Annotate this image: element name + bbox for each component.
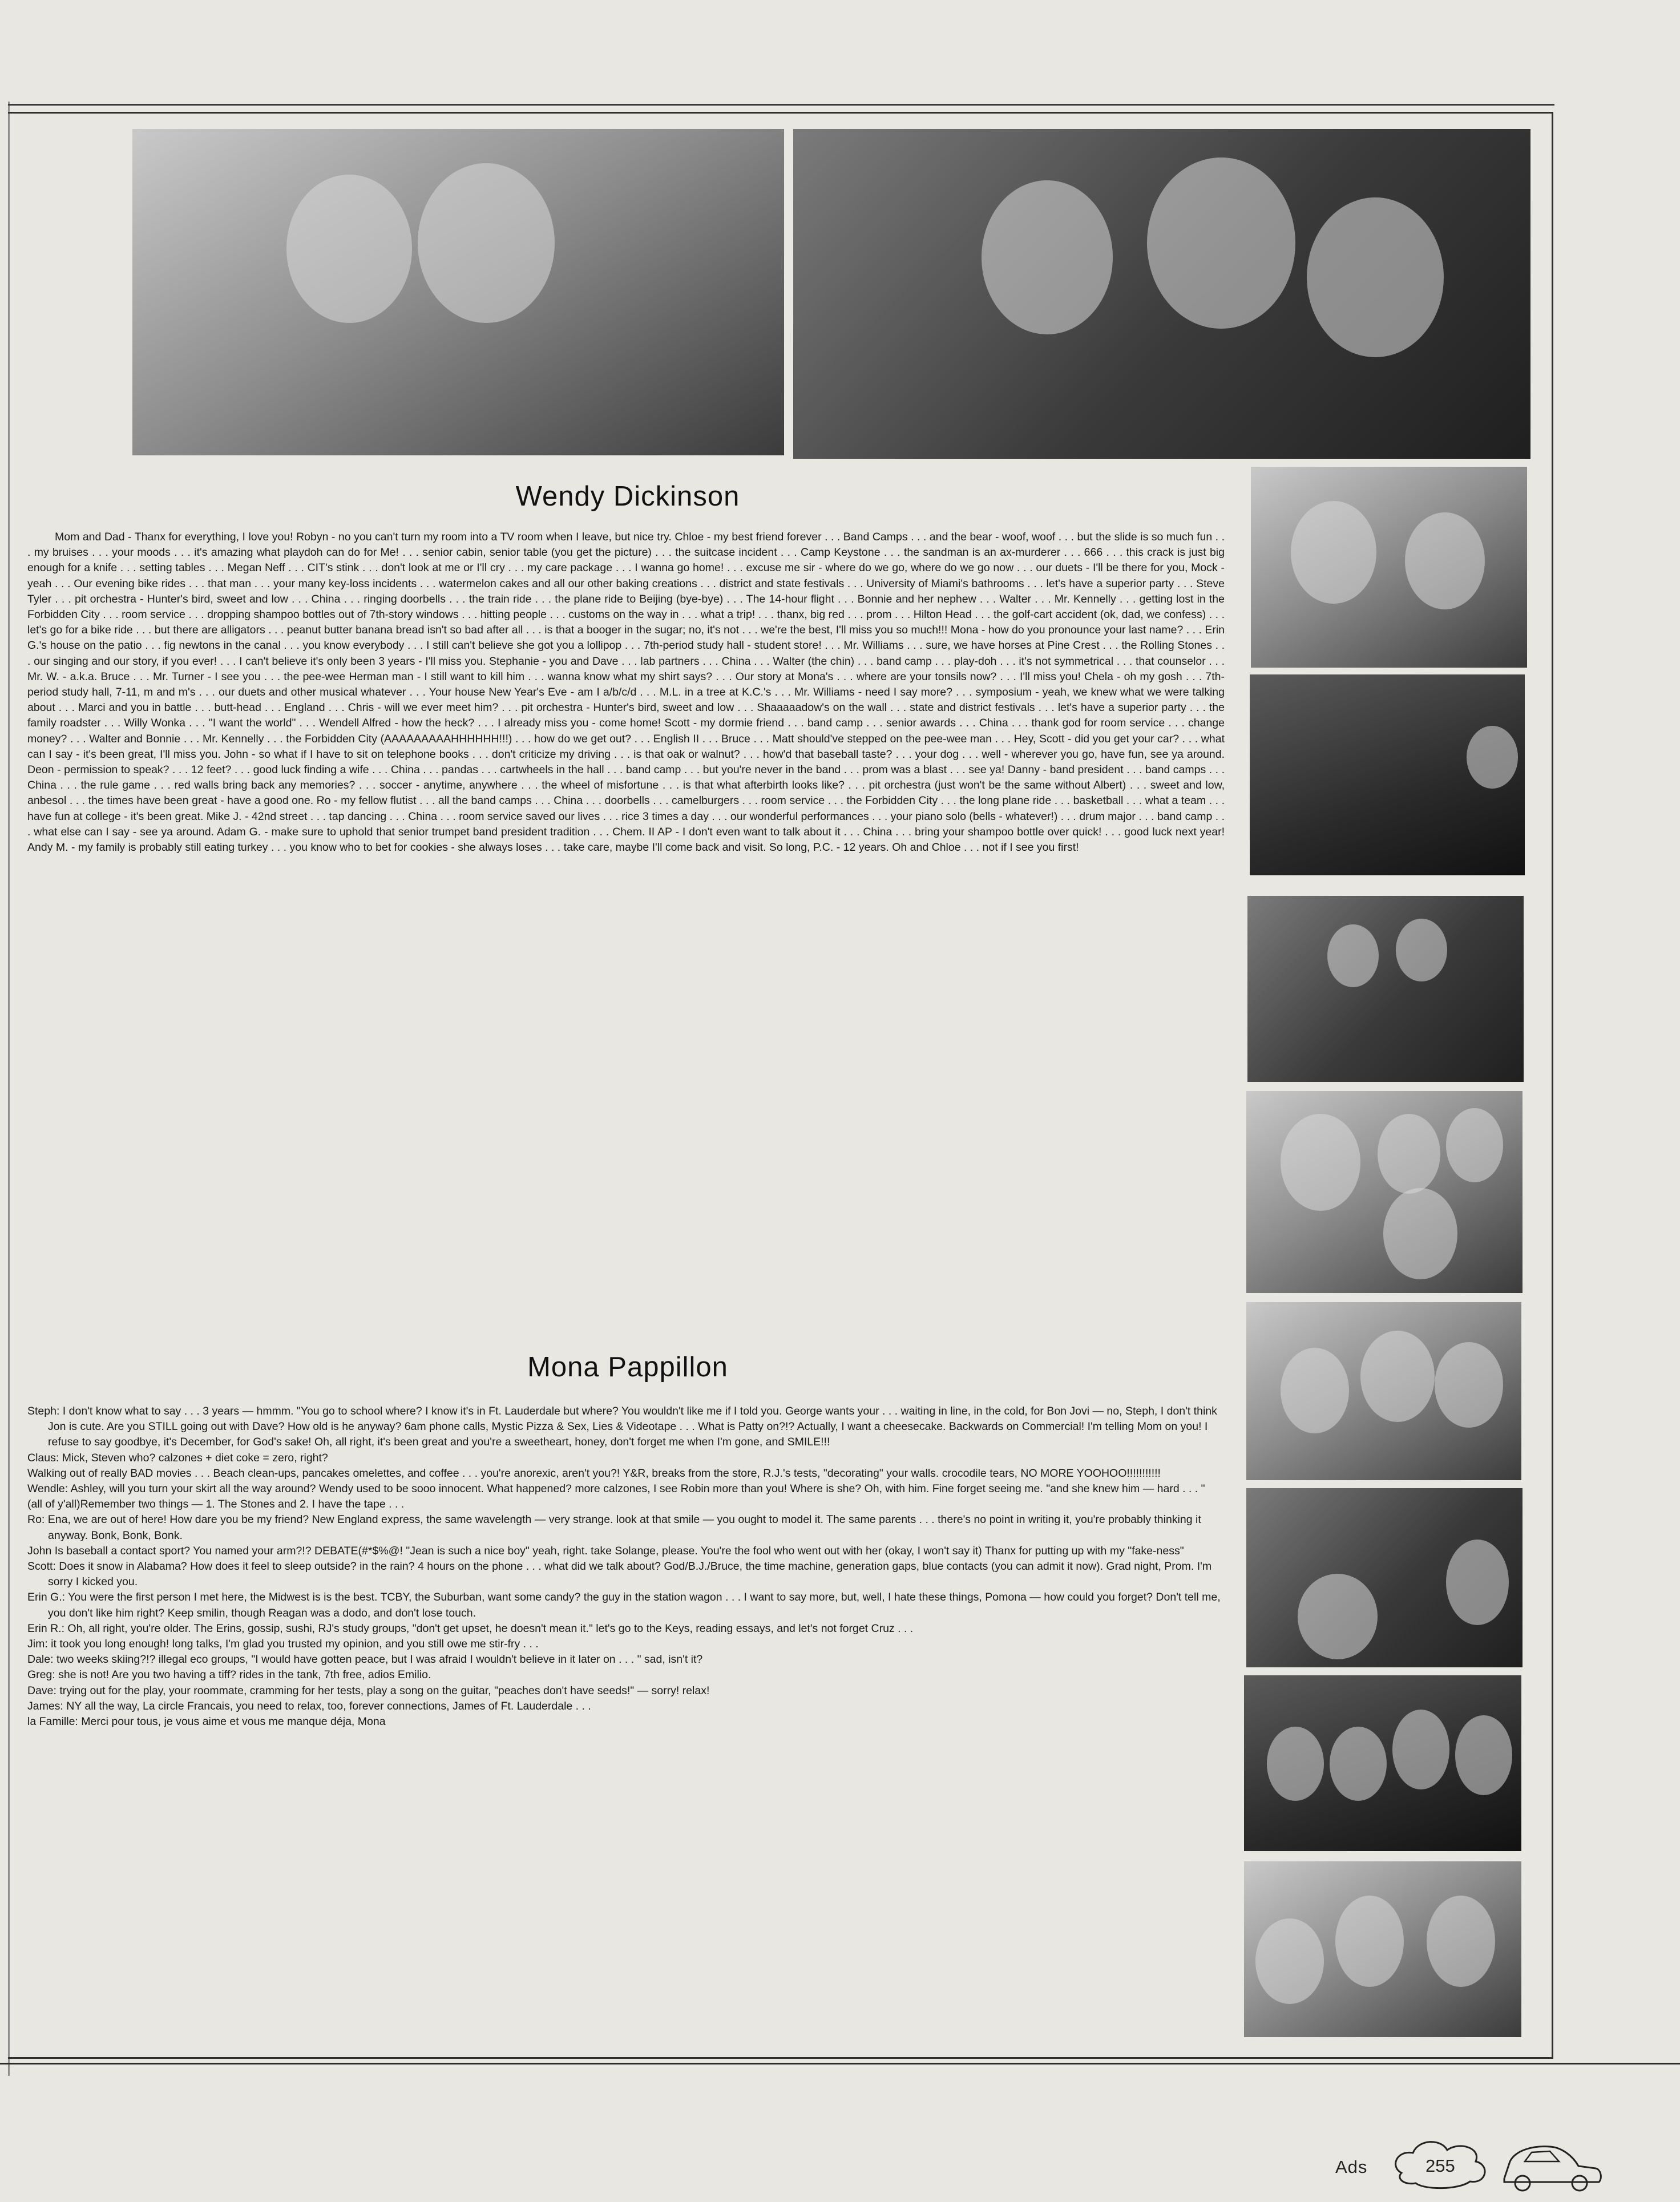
- mona-entry: Greg: she is not! Are you two having a tiff? rides in the tank, 7th free, adios Emilio.: [27, 1668, 431, 1682]
- photo-three-girls-park: [1244, 1861, 1521, 2037]
- page-number: 255: [1425, 2156, 1455, 2176]
- mona-entry: James: NY all the way, La circle Francais, you need to relax, too, forever connections, James of Ft. Lauderdale . . .: [27, 1699, 591, 1712]
- mona-entry: la Famille: Merci pour tous, je vous aime et vous me manque déja, Mona: [27, 1715, 386, 1728]
- photo-group-umbrella: [1244, 1675, 1521, 1851]
- mona-entry: Dale: two weeks skiing?!? illegal eco groups, "I would have gotten peace, but I was afraid I wouldn't believe in it later on . . . " sad, isn't it?: [27, 1653, 703, 1666]
- wendy-message-text: Mom and Dad - Thanx for everything, I love you! Robyn - no you can't turn my room into a TV room when I leave, but nice try. Chloe - my best friend forever . . . Band Camps . . . and the bear - woof, woof . . . but the slide is so much fun . . . my bruises . . . your moods . . . it's amazing what playdoh can do for Me! . . . senior cabin, senior table (you get the picture) . . . the suitcase incident . . . Camp Keystone . . . the sandman is an ax-murderer . . . 666 . . . this crack is just big enough for a knife . . . setting tables . . . Megan Neff . . . CIT's stink . . . don't look at me or I'll cry . . . my care package . . . I wanna go home! . . . excuse me sir - where do we go, where do we go now . . . our duets - I'll be there for you, Mock - yeah . . . Our evening bike rides . . . that man . . . your many key-loss incidents . . . watermelon cakes and all our other baking creations . . . district and state festivals . . . University of Miami's bathrooms . . . let's have a superior party . . . Steve Tyler . . . pit orchestra - Hunter's bird, sweet and low . . . China . . . ringing doorbells . . . the train ride . . . the plane ride to Beijing (bye-bye) . . . The 14-hour flight . . . Bonnie and her nephew . . . Walter . . . Mr. Kennelly . . . getting lost in the Forbidden City . . . room service . . . dropping shampoo bottles out of 7th-story windows . . . hitting people . . . customs on the way in . . . what a trip! . . . thanx, big red . . . prom . . . Hilton Head . . . the golf-cart accident (ok, dad, we confess) . . . let's go for a bike ride . . . but there are alligators . . . peanut butter banana bread isn't so bad after all . . . is that a booger in the sugar; no, it's not . . . we're the best, I'll miss you so much!!! Mona - how do you pronounce your last name? . . . Erin G.'s house on the patio . . . fig newtons in the canal . . . you know everybody . . . I still can't believe she got you a lollipop . . . 7th-period study hall - student store! . . . Mr. Williams . . . sure, we have horses at Pine Crest . . . the Rolling Stones . . . our singing and our story, if you ever! . . . I can't believe it's only been 3 years - I'll miss you. Stephanie - you and Dave . . . lab partners . . . China . . . Walter (the chin) . . . band camp . . . play-doh . . . it's not symmetrical . . . that counselor . . . Mr. W. - a.k.a. Bruce . . . Mr. Turner - I see you . . . the pee-wee Herman man - I still want to kill him . . . wanna know what my shirt says? . . . Our story at Mona's . . . where are your tonsils now? . . . I'll miss you! Chela - oh my gosh . . . 7th-period study hall, 7-11, m and m's . . . our duets and other musical whatever . . . Your house New Year's Eve - am I a/b/c/d . . . M.L. in a tree at K.C.'s . . . Mr. Williams - need I say more? . . . symposium - yeah, we knew what we were talking about . . . Marci and you in battle . . . butt-head . . . England . . . Chris - will we ever meet him? . . . pit orchestra - Hunter's bird, sweet and low . . . Shaaaaadow's on the wall . . . state and district festivals . . . let's have a superior party . . . the family roadster . . . Willy Wonka . . . "I want the world" . . . Wendell Alfred - how the heck? . . . I already miss you - come home! Scott - my dormie friend . . . band camp . . . senior awards . . . China . . . thank god for room service . . . change money? . . . Walter and Bonnie . . . Mr. Kennelly . . . the Forbidden City (AAAAAAAAAHHHHHH!!!) . . . how do we get out? . . . English II . . . Bruce . . . Matt should've stepped on the pee-wee man . . . Hey, Scott - did you get your car? . . . what can I say - it's been great, I'll miss you. John - so what if I have to sit on telephone books . . . don't criticize my driving . . . is that oak or walnut? . . . how'd that baseball taste? . . . your dog . . . well - wherever you go, have fun, see ya around. Deon - permission to speak? . . . 12 feet? . . . good luck finding a wife . . . China . . . pandas . . . cartwheels in the hall . . . band camp . . . but you're never in the band . . . prom was a blast . . . see ya! Danny - band president . . . band camps . . . China . . . the rule game . . . red walls bring back any memories? . . . soccer - anytime, anywhere . . . the wheel of misfortune . . . is that what afterbirth looks like? . . . pit orchestra (just won't be the same without Albert) . . . sweet and low, anbesol . . . the times have been great - have a good one. Ro - my fellow flutist . . . all the band camps . . . China . . . doorbells . . . camelburgers . . . room service . . . the Forbidden City . . . the long plane ride . . . basketball . . . what a team . . . have fun at college - it's been great. Mike J. - 42nd street . . . tap dancing . . . China . . . room service saved our lives . . . rice 3 times a day . . . our wonderful performances . . . your piano solo (bells - whatever!) . . . drum major . . . band camp . . . what else can I say - see ya around. Adam G. - make sure to uphold that senior trumpet band president tradition . . . Chem. II AP - I don't even want to talk about it . . . China . . . bring your shampoo bottle over quick! . . . good luck next year! Andy M. - my family is probably still eating turkey . . . you know who to bet for cookies - she always loses . . . take care, maybe I'll come back and visit. So long, P.C. - 12 years. Oh and Chloe . . . not if I see you first!: [27, 531, 1225, 854]
- section-label: Ads: [1335, 2157, 1368, 2177]
- photo-group-of-four-girls: [1246, 1091, 1522, 1293]
- wendy-message: [27, 530, 1225, 855]
- photo-three-girls-outdoors: [1246, 1302, 1521, 1480]
- mona-message: [27, 1404, 1225, 1730]
- photo-two-girls-overlook: [1247, 896, 1524, 1082]
- mona-entry: Steph: I don't know what to say . . . 3 years — hmmm. "You go to school where? I know it's in Ft. Lauderdale but where? You wouldn't like me if I told you. George wants your . . . waiting in line, in the cold, for Bon Jovi — no, Steph, I don't think Jon is cute. Are you STILL going out with Dave? How old is he anyway? 6am phone calls, Mystic Pizza & Sex, Lies & Videotape . . . What is Patty on?!? Actually, I want a cheesecake. Backwards on Commercial! I'm telling Mom on you! I refuse to say goodbye, it's December, for God's sake! Oh, all right, it's been great and you're a sweetheart, honey, don't forget me when I'm gone, and SMILE!!!: [27, 1405, 1217, 1449]
- mona-entry: Walking out of really BAD movies . . . Beach clean-ups, pancakes omelettes, and coffee . . . you're anorexic, aren't you?! Y&R, breaks from the store, R.J.'s tests, "decorating" your walls. crocodile tears, NO MORE YOOHOO!!!!!!!!!!!: [27, 1466, 1161, 1480]
- photo-two-girls-bus: [1246, 1488, 1522, 1667]
- mona-entry: (all of y'all)Remember two things — 1. The Stones and 2. I have the tape . . .: [27, 1498, 405, 1511]
- photo-three-friends-sunglasses: [793, 129, 1530, 459]
- bottom-rule: [0, 2063, 1680, 2064]
- cloud-car-icon: [1390, 2133, 1607, 2196]
- mona-entry: Erin R.: Oh, all right, you're older. The Erins, gossip, sushi, RJ's study groups, "don't get upset, he doesn't mean it." let's go to the Keys, reading essays, and let's not forget Cruz . . .: [27, 1622, 914, 1635]
- mona-entry: Wendle: Ashley, will you turn your skirt all the way around? Wendy used to be sooo innocent. What happened? more calzones, I see Robin more than you! Where is she? Oh, with him. Fine forget seeing me. "and she knew him — hard . . . ": [27, 1482, 1205, 1496]
- photo-two-girls-face-paint: [132, 129, 784, 455]
- mona-heading: Mona Pappillon: [527, 1352, 728, 1383]
- mona-entry: Erin G.: You were the first person I met here, the Midwest is is the best. TCBY, the Suburban, want some candy? the guy in the station wagon . . . I want to say more, but, well, I hate these things, Pomona — how could you forget? Don't tell me, you don't like him right? Keep smilin, though Reagan was a dodo, and don't lose touch.: [27, 1591, 1221, 1619]
- wendy-heading: Wendy Dickinson: [515, 481, 740, 512]
- mona-entry: John Is baseball a contact sport? You named your arm?!? DEBATE(#*$%@! "Jean is such a nice boy" yeah, right. take Solange, please. You're the fool who went out with her (okay, I won't say it) Thanx for putting up with my "fake-ness": [27, 1544, 1184, 1557]
- photo-two-girls-hug: [1251, 467, 1527, 668]
- mona-entry: Claus: Mick, Steven who? calzones + diet coke = zero, right?: [27, 1451, 328, 1464]
- top-rule: [8, 104, 1554, 106]
- mona-entry: Ro: Ena, we are out of here! How dare you be my friend? New England express, the same wavelength — very strange. look at that smile — you ought to model it. The same parents . . . there's no point in writing it, you're probably thinking it anyway. Bonk, Bonk, Bonk.: [27, 1513, 1201, 1542]
- mona-entry: Dave: trying out for the play, your roommate, cramming for her tests, play a song on the guitar, "peaches don't have seeds!" — sorry! relax!: [27, 1684, 710, 1697]
- photo-dorm-room: [1250, 674, 1525, 875]
- mona-entry: Jim: it took you long enough! long talks, I'm glad you trusted my opinion, and you still owe me stir-fry . . .: [27, 1638, 539, 1651]
- mona-entry: Scott: Does it snow in Alabama? How does it feel to sleep outside? in the rain? 4 hours on the phone . . . what did we talk about? God/B.J./Bruce, the time machine, generation gaps, blue contacts (you can admit it now). Grad night, Prom. I'm sorry I kicked you.: [27, 1560, 1212, 1589]
